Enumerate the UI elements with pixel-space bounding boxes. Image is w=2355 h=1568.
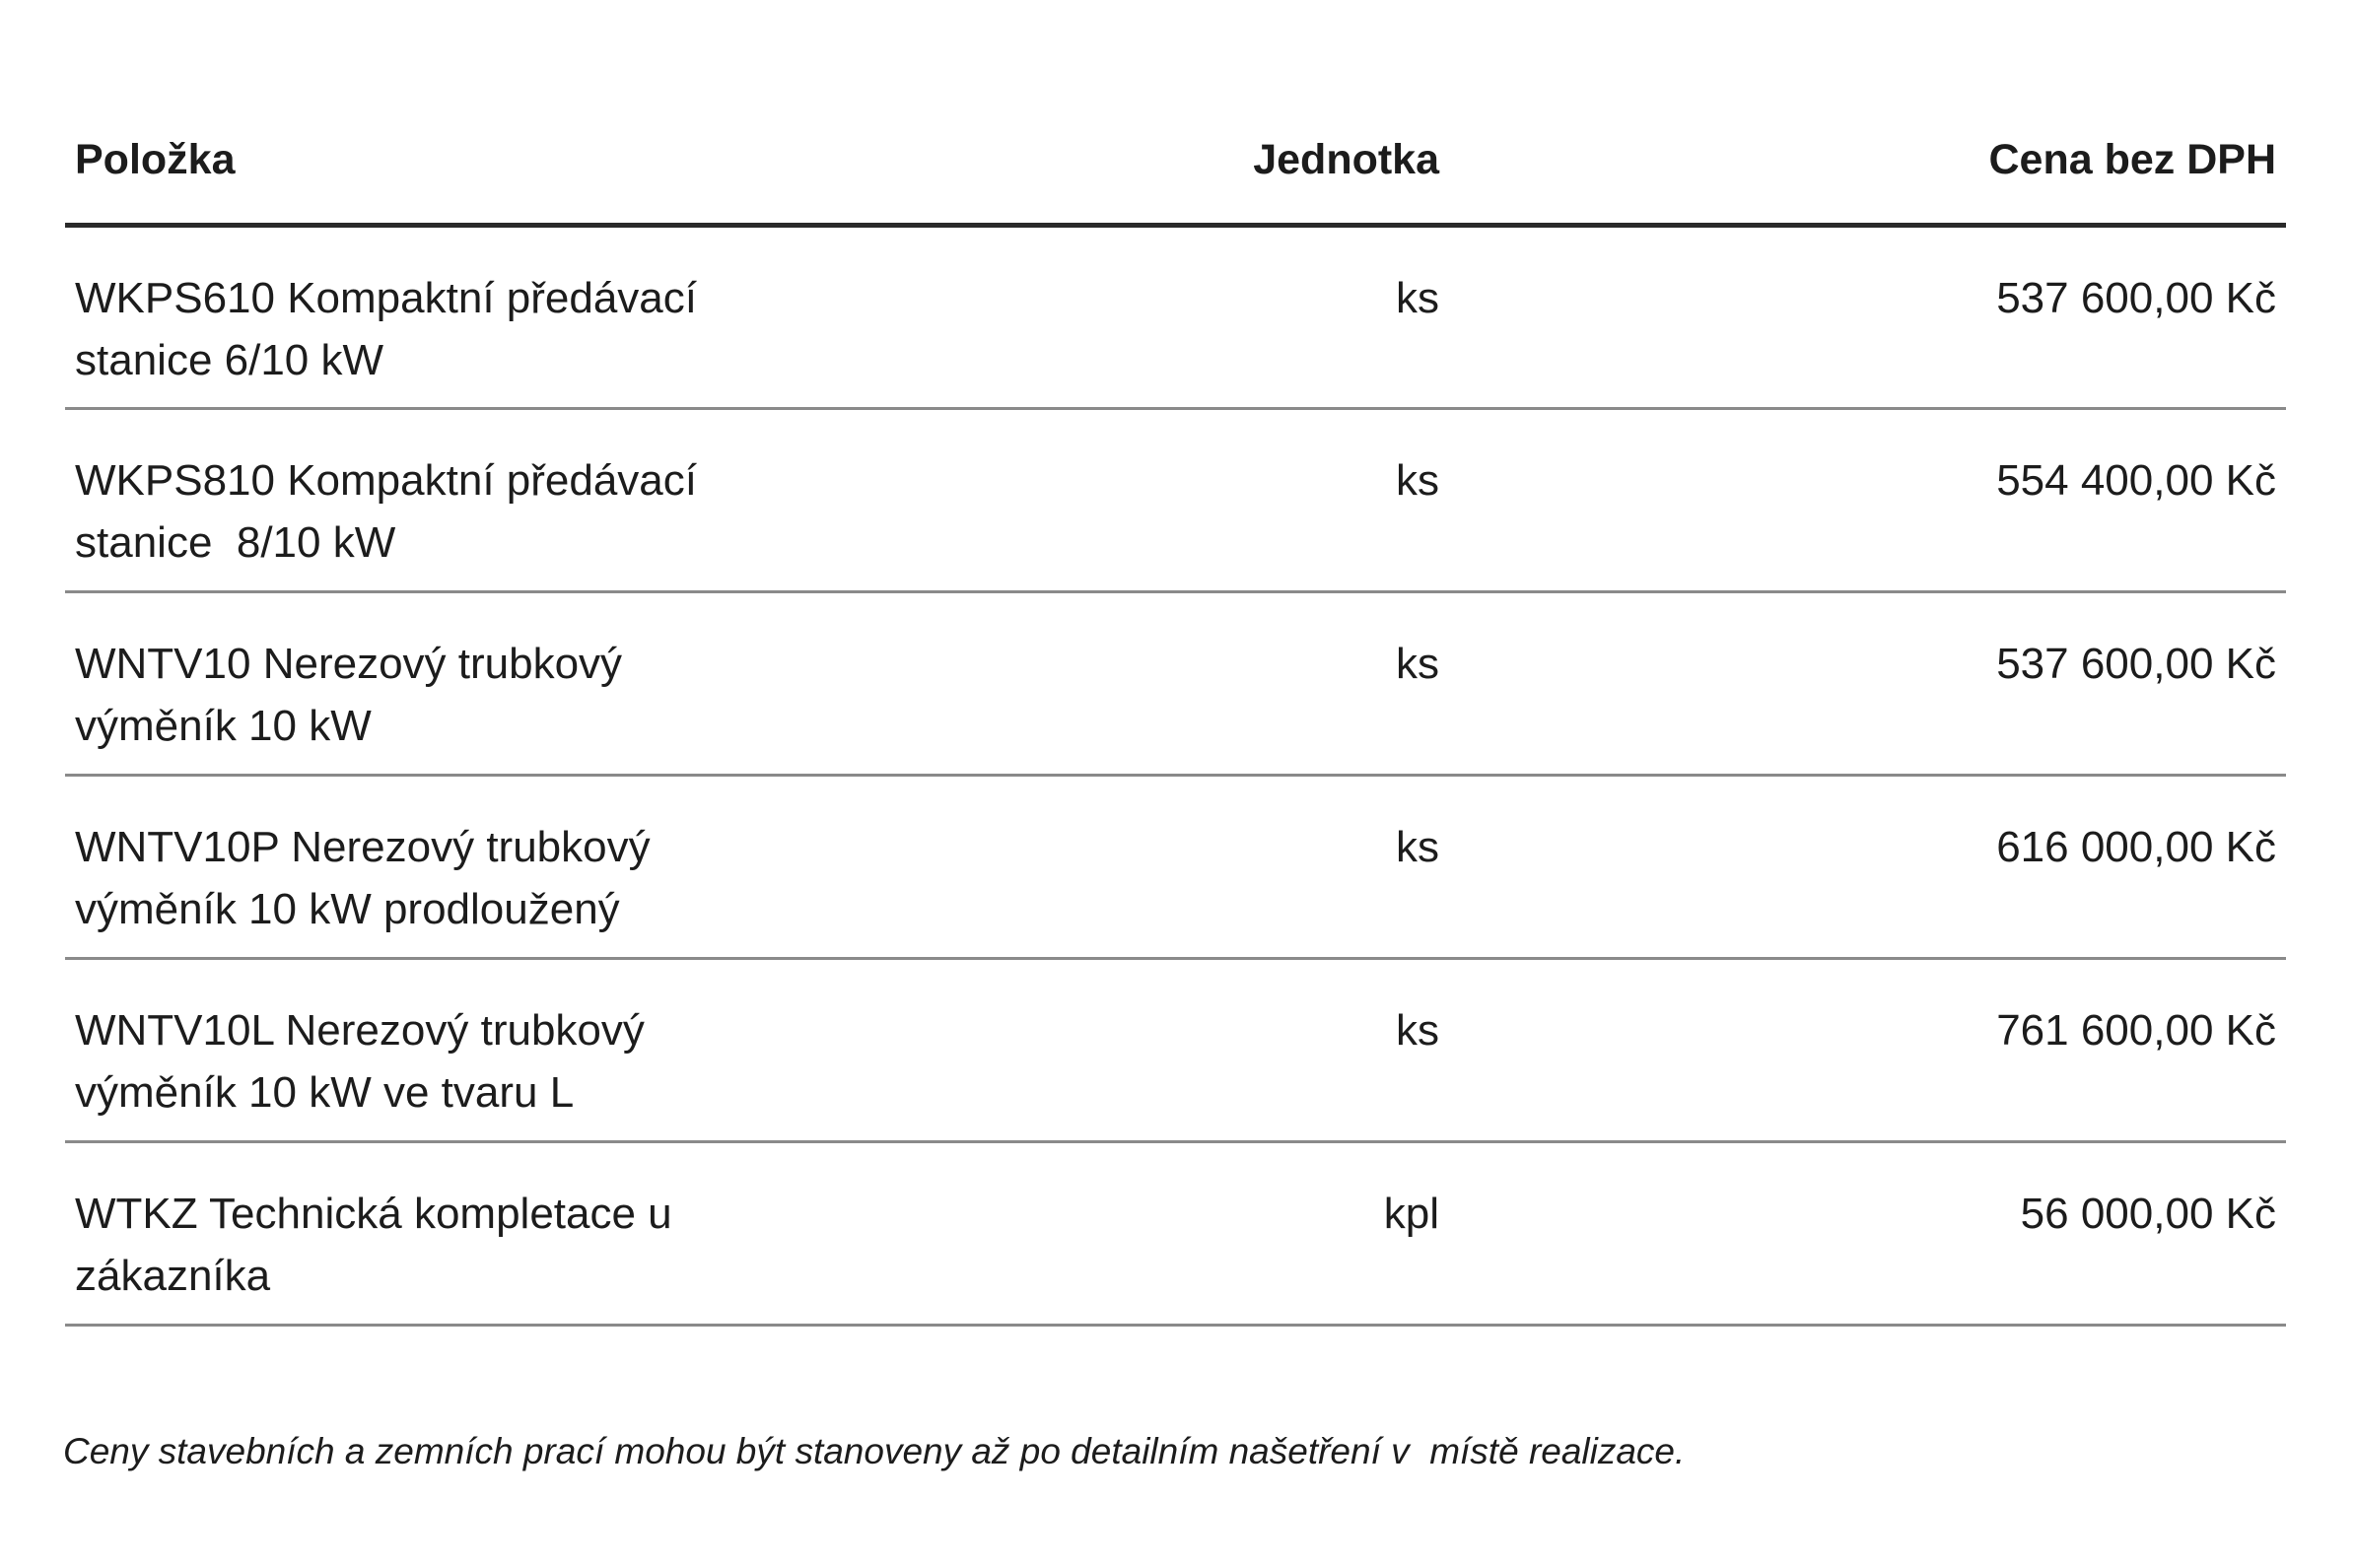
price-table (65, 99, 2286, 1327)
price-cell: 56 000,00 Kč (1449, 1141, 2286, 1325)
item-name-line2: výměník 10 kW prodloužený (75, 884, 620, 933)
item-cell (65, 408, 1124, 591)
item-name-line2: výměník 10 kW (75, 701, 372, 750)
price-cell: 537 600,00 Kč (1449, 225, 2286, 408)
item-cell (65, 1141, 1124, 1325)
unit-cell: kpl (1124, 1141, 1449, 1325)
unit-cell: ks (1124, 591, 1449, 775)
table-row (65, 1141, 2286, 1325)
table-row (65, 225, 2286, 408)
item-cell (65, 591, 1124, 775)
footnote: Ceny stavebních a zemních prací mohou být stanoveny až po detailním našetření v místě realizace. (63, 1431, 1686, 1471)
price-cell: 537 600,00 Kč (1449, 591, 2286, 775)
item-name-line1: WKPS810 Kompaktní předávací (75, 455, 697, 505)
item-cell (65, 775, 1124, 958)
column-header-item: Položka (65, 99, 1124, 225)
item-cell (65, 958, 1124, 1141)
table-row (65, 775, 2286, 958)
item-name-line2: stanice 6/10 kW (75, 335, 384, 384)
item-name-line1: WTKZ Technická kompletace u (75, 1189, 672, 1238)
price-cell: 554 400,00 Kč (1449, 408, 2286, 591)
unit-cell: ks (1124, 408, 1449, 591)
column-header-unit: Jednotka (1124, 99, 1449, 225)
price-cell: 616 000,00 Kč (1449, 775, 2286, 958)
table-header-row (65, 99, 2286, 225)
unit-cell: ks (1124, 775, 1449, 958)
item-name-line2: stanice 8/10 kW (75, 517, 396, 567)
table-row (65, 408, 2286, 591)
column-header-price: Cena bez DPH (1449, 99, 2286, 225)
price-cell: 761 600,00 Kč (1449, 958, 2286, 1141)
item-name-line1: WNTV10P Nerezový trubkový (75, 822, 651, 871)
item-name-line2: výměník 10 kW ve tvaru L (75, 1067, 575, 1117)
item-name-line1: WNTV10L Nerezový trubkový (75, 1005, 645, 1055)
unit-cell: ks (1124, 958, 1449, 1141)
unit-cell: ks (1124, 225, 1449, 408)
item-cell (65, 225, 1124, 408)
item-name-line2: zákazníka (75, 1251, 271, 1300)
item-name-line1: WKPS610 Kompaktní předávací (75, 273, 697, 322)
item-name-line1: WNTV10 Nerezový trubkový (75, 639, 623, 688)
table-row (65, 958, 2286, 1141)
table-row (65, 591, 2286, 775)
